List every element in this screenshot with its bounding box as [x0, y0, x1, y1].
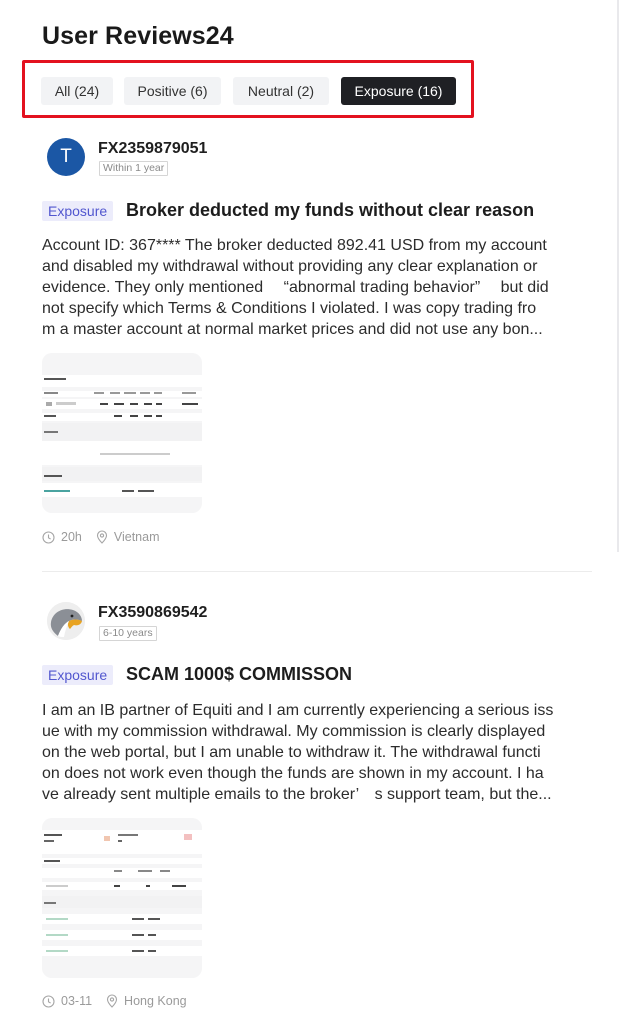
review-location: Vietnam: [113, 530, 160, 544]
page-title: User Reviews24: [42, 22, 234, 50]
tab-neutral[interactable]: Neutral (2): [233, 77, 329, 105]
body-line: not specify which Terms & Conditions I violated. I was copy trading fro: [42, 300, 537, 317]
username[interactable]: FX3590869542: [98, 604, 208, 621]
body-line: m a master account at normal market prices and did not use any bon...: [42, 321, 543, 338]
location-pin-icon: [106, 994, 118, 1008]
tab-exposure[interactable]: Exposure (16): [341, 77, 456, 105]
body-line: I am an IB partner of Equiti and I am currently experiencing a serious iss: [42, 702, 554, 719]
clock-icon: [42, 531, 55, 544]
screenshot-preview-icon: [42, 353, 202, 513]
body-line: Account ID: 367**** The broker deducted 892.41 USD from my account: [42, 237, 547, 254]
clock-icon: [42, 995, 55, 1008]
review-headline[interactable]: Broker deducted my funds without clear reason: [126, 200, 535, 220]
tab-all[interactable]: All (24): [41, 77, 113, 105]
tab-positive[interactable]: Positive (6): [124, 77, 221, 105]
review-body[interactable]: [42, 700, 590, 805]
body-line: evidence. They only mentioned “abnormal trading behavior” but did: [42, 279, 549, 296]
body-line: on the web portal, but I am unable to withdraw it. The withdrawal functi: [42, 744, 541, 761]
body-line: on does not work even though the funds are shown in my account. I ha: [42, 765, 544, 782]
username[interactable]: FX2359879051: [98, 140, 208, 157]
tenure-badge: 6-10 years: [99, 626, 157, 641]
body-line: ue with my commission withdrawal. My commission is clearly displayed: [42, 723, 546, 740]
review-location: Hong Kong: [124, 994, 187, 1008]
divider: [42, 571, 592, 572]
review-time: 20h: [61, 530, 82, 544]
body-line: and disabled my withdrawal without providing any clear explanation or: [42, 258, 538, 275]
tenure-badge: Within 1 year: [99, 161, 168, 176]
location-pin-icon: [96, 530, 108, 544]
review-meta: [42, 994, 187, 1008]
exposure-tag: Exposure: [42, 665, 113, 685]
review-screenshot-thumbnail[interactable]: [42, 818, 202, 978]
review-screenshot-thumbnail[interactable]: [42, 353, 202, 513]
exposure-tag: Exposure: [42, 201, 113, 221]
review-headline[interactable]: SCAM 1000$ COMMISSON: [126, 664, 353, 684]
review-body[interactable]: [42, 235, 590, 340]
avatar[interactable]: T: [47, 138, 85, 176]
eagle-avatar-icon[interactable]: [47, 602, 85, 640]
body-line: ve already sent multiple emails to the broker’ s support team, but the...: [42, 786, 552, 803]
review-time: 03-11: [61, 994, 93, 1008]
screenshot-preview-icon: [42, 818, 202, 978]
review-meta: [42, 530, 160, 544]
